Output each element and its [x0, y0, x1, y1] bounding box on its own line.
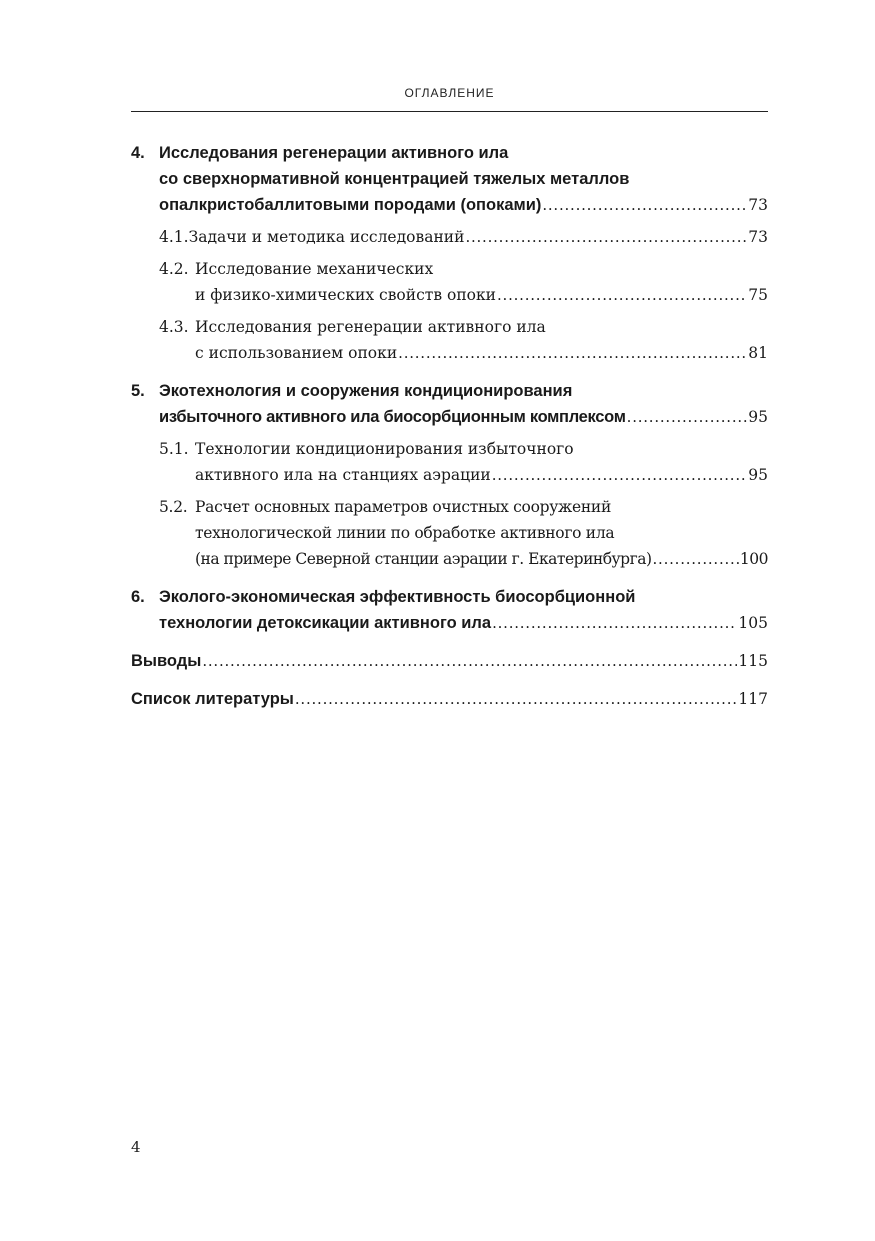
toc-references-page: 117 [738, 690, 768, 708]
page-number: 4 [131, 1138, 141, 1156]
toc-ch5-title-1: Экотехнология и сооружения кондиционирования [159, 382, 573, 400]
toc-leader [542, 196, 747, 214]
toc-leader [398, 344, 747, 362]
toc-ch4-title-1: Исследования регенерации активного ила [159, 144, 509, 162]
toc-4-1-title: Задачи и методика исследований [188, 228, 465, 246]
toc-ch6-line1[interactable] [131, 588, 768, 614]
toc-4-1-number: 4.1. [159, 228, 189, 246]
toc-4-1[interactable] [159, 228, 768, 254]
toc-4-2-line1[interactable] [159, 260, 768, 286]
toc-4-2-number: 4.2. [159, 260, 189, 278]
toc-5-2-number: 5.2. [159, 498, 188, 516]
toc-5-2-title-2: технологической линии по обработке активного ила [195, 524, 615, 542]
toc-5-2-line3[interactable] [195, 550, 768, 576]
toc-ch6-title-2: технологии детоксикации активного ила [159, 614, 492, 632]
toc-leader [295, 690, 738, 708]
toc-leader [492, 614, 737, 632]
toc-5-1-title-2: активного ила на станциях аэрации [195, 466, 491, 484]
toc-ch5-line2[interactable] [159, 408, 768, 434]
toc-leader [492, 466, 748, 484]
toc-4-3-number: 4.3. [159, 318, 189, 336]
toc-4-3-title-1: Исследования регенерации активного ила [195, 318, 546, 336]
toc-5-1-number: 5.1. [159, 440, 189, 458]
toc-5-1-title-1: Технологии кондиционирования избыточного [195, 440, 574, 458]
toc-ch6-number: 6. [131, 588, 145, 606]
toc-5-2-title-1: Расчет основных параметров очистных сооружений [195, 498, 611, 516]
toc-ch4-number: 4. [131, 144, 145, 162]
running-header: ОГЛАВЛЕНИЕ [404, 86, 495, 100]
toc-leader [202, 652, 737, 670]
toc-ch5-number: 5. [131, 382, 145, 400]
toc-5-1-page: 95 [748, 466, 768, 484]
toc-ch4-title-3: опалкристобаллитовыми породами (опоками) [159, 196, 542, 214]
toc-leader [653, 550, 739, 568]
toc-4-1-page: 73 [748, 228, 768, 246]
toc-4-2-line2[interactable] [195, 286, 768, 312]
toc-ch4-line3[interactable] [159, 196, 768, 222]
toc-4-3-line1[interactable] [159, 318, 768, 344]
toc-5-2-line2[interactable] [195, 524, 768, 550]
toc-ch4-page: 73 [748, 196, 768, 214]
toc-5-1-line1[interactable] [159, 440, 768, 466]
toc-ch5-page: 95 [748, 408, 768, 426]
toc-ch6-page: 105 [738, 614, 768, 632]
toc-5-2-title-3: (на примере Северной станции аэрации г. Екатеринбурга) [195, 550, 652, 568]
toc-leader [627, 408, 748, 426]
toc-ch5-title-2: избыточного активного ила биосорбционным комплексом [159, 408, 626, 426]
toc-5-2-page: 100 [739, 550, 768, 568]
toc-leader [465, 228, 747, 246]
toc-4-2-title-2: и физико-химических свойств опоки [195, 286, 497, 304]
toc-4-2-title-1: Исследование механических [195, 260, 434, 278]
toc-ch6-title-1: Эколого-экономическая эффективность биосорбционной [159, 588, 636, 606]
toc-4-3-page: 81 [748, 344, 768, 362]
toc-leader [497, 286, 747, 304]
toc-ch4-line2[interactable] [159, 170, 768, 196]
toc-5-1-line2[interactable] [195, 466, 768, 492]
toc-conclusions-page: 115 [738, 652, 768, 670]
toc-ch4-title-2: со сверхнормативной концентрацией тяжелых металлов [159, 170, 630, 188]
toc-4-3-title-2: с использованием опоки [195, 344, 398, 362]
toc-ch4-line1[interactable] [131, 144, 768, 170]
toc-4-2-page: 75 [748, 286, 768, 304]
toc-conclusions[interactable] [131, 652, 768, 678]
header-rule [131, 111, 768, 112]
toc-references-title: Список литературы [131, 690, 294, 708]
toc-5-2-line1[interactable] [159, 498, 768, 524]
toc-ch6-line2[interactable] [159, 614, 768, 640]
toc-ch5-line1[interactable] [131, 382, 768, 408]
toc-references[interactable] [131, 690, 768, 716]
toc-conclusions-title: Выводы [131, 652, 202, 670]
toc-4-3-line2[interactable] [195, 344, 768, 370]
